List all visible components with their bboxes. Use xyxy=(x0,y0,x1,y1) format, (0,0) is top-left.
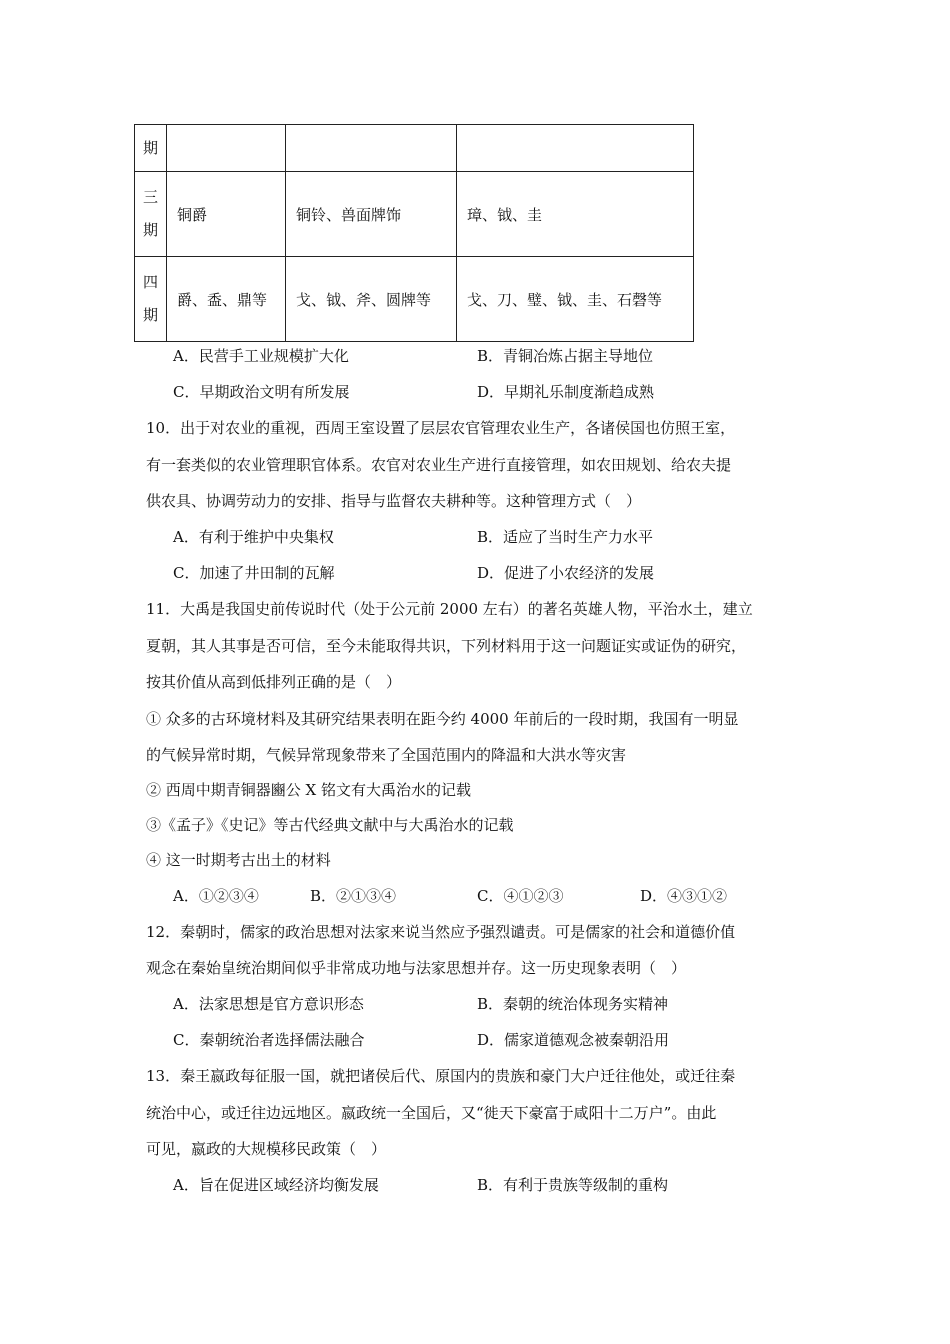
q9-option-d: D．早期礼乐制度渐趋成熟 xyxy=(477,383,655,401)
table-cell: 戈、钺、斧、圆牌等 xyxy=(286,257,457,342)
table-cell: 爵、盉、鼎等 xyxy=(167,257,286,342)
q10-option-a: A．有利于维护中央集权 xyxy=(173,528,334,546)
q10-text-line: 供农具、协调劳动力的安排、指导与监督农夫耕种等。这种管理方式（ ） xyxy=(146,492,642,510)
q11-material-1-cont: 的气候异常时期，气候异常现象带来了全国范围内的降温和大洪水等灾害 xyxy=(146,746,627,764)
q9-option-a: A．民营手工业规模扩大化 xyxy=(173,347,349,365)
q12-text-line: 12．秦朝时，儒家的政治思想对法家来说当然应予强烈谴责。可是儒家的社会和道德价值 xyxy=(146,923,736,941)
q10-option-c: C．加速了井田制的瓦解 xyxy=(173,564,335,582)
stage-cell: 期 xyxy=(135,125,167,172)
q11-option-c: C．④①②③ xyxy=(477,887,564,905)
table-row xyxy=(135,125,694,172)
q13-text-line: 可见，嬴政的大规模移民政策（ ） xyxy=(146,1140,387,1158)
q9-option-c: C．早期政治文明有所发展 xyxy=(173,383,350,401)
stage-cell: 三 期 xyxy=(135,172,167,257)
table-row xyxy=(135,172,694,257)
q11-option-a: A．①②③④ xyxy=(173,887,259,905)
table-cell: 铜铃、兽面牌饰 xyxy=(286,172,457,257)
q11-text-line: 夏朝，其人其事是否可信，至今未能取得共识，下列材料用于这一问题证实或证伪的研究， xyxy=(146,637,747,655)
q12-option-d: D．儒家道德观念被秦朝沿用 xyxy=(477,1031,670,1049)
q13-text-line: 统治中心，或迁往边远地区。嬴政统一全国后，又“徙天下豪富于咸阳十二万户”。由此 xyxy=(146,1104,717,1122)
q10-option-b: B．适应了当时生产力水平 xyxy=(477,528,654,546)
q12-option-b: B．秦朝的统治体现务实精神 xyxy=(477,995,669,1013)
q11-material-3: ③《孟子》《史记》等古代经典文献中与大禹治水的记载 xyxy=(146,816,514,834)
q13-option-a: A．旨在促进区域经济均衡发展 xyxy=(173,1176,379,1194)
table-cell xyxy=(167,125,286,172)
q10-text-line: 有一套类似的农业管理职官体系。农官对农业生产进行直接管理，如农田规划、给农夫提 xyxy=(146,456,732,474)
q11-material-4: ④ 这一时期考古出土的材料 xyxy=(146,851,331,869)
table-cell: 铜爵 xyxy=(167,172,286,257)
q11-material-1: ① 众多的古环境材料及其研究结果表明在距今约 4000 年前后的一段时期，我国有一明显 xyxy=(146,710,739,728)
q13-option-b: B．有利于贵族等级制的重构 xyxy=(477,1176,669,1194)
q11-material-2: ② 西周中期青铜器豳公 X 铭文有大禹治水的记载 xyxy=(146,781,471,799)
q10-text-line: 10．出于对农业的重视，西周王室设置了层层农官管理农业生产，各诸侯国也仿照王室， xyxy=(146,419,736,437)
q11-option-d: D．④③①② xyxy=(640,887,728,905)
q11-text-line: 按其价值从高到低排列正确的是（ ） xyxy=(146,673,402,691)
table-row xyxy=(135,257,694,342)
table-cell: 璋、钺、圭 xyxy=(457,172,694,257)
q11-option-b: B．②①③④ xyxy=(310,887,397,905)
table-cell xyxy=(286,125,457,172)
table-cell xyxy=(457,125,694,172)
q12-text-line: 观念在秦始皇统治期间似乎非常成功地与法家思想并存。这一历史现象表明（ ） xyxy=(146,959,687,977)
artifact-table xyxy=(134,124,694,342)
q10-option-d: D．促进了小农经济的发展 xyxy=(477,564,655,582)
q9-option-b: B．青铜冶炼占据主导地位 xyxy=(477,347,654,365)
stage-cell: 四 期 xyxy=(135,257,167,342)
table-cell: 戈、刀、璧、钺、圭、石磬等 xyxy=(457,257,694,342)
q12-option-a: A．法家思想是官方意识形态 xyxy=(173,995,364,1013)
q12-option-c: C．秦朝统治者选择儒法融合 xyxy=(173,1031,365,1049)
q11-text-line: 11．大禹是我国史前传说时代（处于公元前 2000 左右）的著名英雄人物，平治水土，建立 xyxy=(146,600,753,618)
q13-text-line: 13．秦王嬴政每征服一国，就把诸侯后代、原国内的贵族和豪门大户迁往他处，或迁往秦 xyxy=(146,1067,736,1085)
